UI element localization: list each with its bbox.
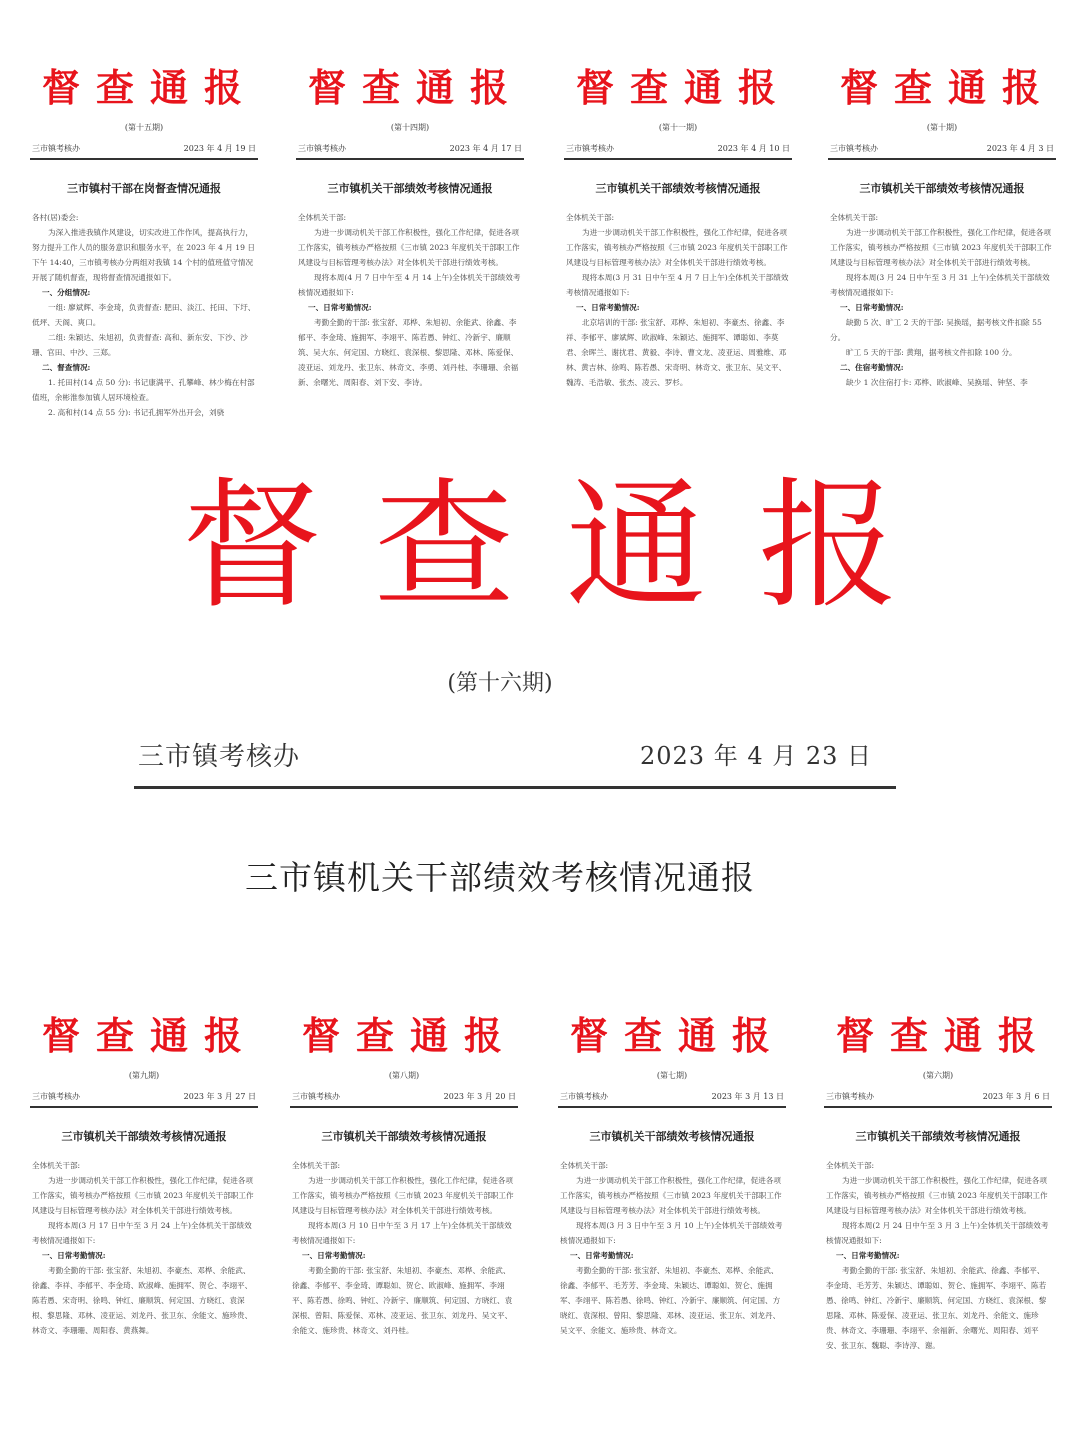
bulletin-paragraph: 各村(居)委会: xyxy=(32,212,79,222)
bulletin-paragraph: 现将本周(3 月 24 日中午至 3 月 31 上午)全体机关干部绩效考核情况通报如下: xyxy=(830,272,1050,297)
bulletin-paragraph: 为进一步调动机关干部工作积极性，强化工作纪律，促进各项工作落实，镇考核办严格按照《三市镇 2023 年度机关干部职工作风建设与目标管理考核办法》对全体机关干部进行绩效考核。 xyxy=(566,227,788,267)
bulletin-title: 三市镇机关干部绩效考核情况通报 xyxy=(855,1129,1021,1143)
main-issue-date: 2023 年 4 月 23 日 xyxy=(640,742,873,770)
bulletin-section-heading: 一、分组情况: xyxy=(42,287,91,297)
bulletin-masthead: 督查通报 xyxy=(307,66,524,110)
bulletin-thumbnail xyxy=(824,52,1060,432)
bulletin-paragraph: 全体机关干部: xyxy=(560,1160,609,1170)
bulletin-header-rule xyxy=(290,1106,518,1108)
bulletin-paragraph: 现将本周(2 月 24 日中午至 3 月 3 上午)全体机关干部绩效考核情况通报如下: xyxy=(826,1220,1049,1245)
bulletin-date: 2023 年 3 月 6 日 xyxy=(982,1092,1050,1101)
bulletin-masthead: 督查通报 xyxy=(569,1014,786,1058)
bulletin-paragraph: 考勤全勤的干部: 张宝舒、朱旭初、余能武、徐鑫、李郁平、李金琦、毛芳芳、朱颖达、谭聪如、贺仑、施拥军、李翊平、陈若愚、徐鸣、钟红、冷新宇、廉顺筑、何定国、方晓红、袁深根、黎思隆、邓林、陈爱保、凌亚运、张卫东、刘龙丹、余能文、施珍贵、林奇文、李珊珊、李翊平、余福新、余曙光、周阳春、刘平安、张卫东、魏聪、李诗淳、谢。 xyxy=(826,1265,1047,1350)
main-masthead: 督查通报 xyxy=(181,465,950,628)
bulletin-paragraph: 北京培训的干部: 张宝舒、邓桦、朱旭初、李豪杰、徐鑫、李祥、李郁平、廖斌辉、欧淑峰、朱颖达、施拥军、谭聪如、李莫君、余晖兰、谢扰君、黄毅、李诗、曹文龙、凌亚运、周雅维、邓林、黄吉林、徐鸣、陈若愚、宋奇明、林奇文、张卫东、吴文平、魏涛、毛浩敏、张杰、凌云、罗杉。 xyxy=(566,317,787,387)
bulletin-paragraph: 考勤全勤的干部: 张宝舒、邓桦、朱旭初、余能武、徐鑫、李郁平、李金琦、施拥军、李翊平、陈若愚、钟红、冷新宇、廉顺筑、吴大东、何定国、方晓红、袁深根、黎思隆、邓林、陈爱保、凌亚运、刘龙丹、张卫东、林奇文、李勇、刘丹桂、李珊珊、余福新、余曙光、周阳春、刘下安、李诗。 xyxy=(298,317,519,387)
main-issuing-office: 三市镇考核办 xyxy=(138,742,301,772)
bulletin-section-heading: 一、日常考勤情况: xyxy=(836,1250,900,1260)
bulletin-section-heading: 一、日常考勤情况: xyxy=(570,1250,634,1260)
bulletin-date: 2023 年 3 月 27 日 xyxy=(183,1092,256,1101)
bulletin-paragraph: 旷工 5 天的干部: 黄翔，据考核文件扣除 100 分。 xyxy=(846,347,1017,357)
bulletin-header-rule xyxy=(30,158,258,160)
bulletin-paragraph: 为进一步调动机关干部工作积极性，强化工作纪律，促进各项工作落实，镇考核办严格按照《三市镇 2023 年度机关干部职工作风建设与目标管理考核办法》对全体机关干部进行绩效考核。 xyxy=(830,227,1052,267)
bulletin-header-rule xyxy=(564,158,792,160)
bulletin-header-rule xyxy=(296,158,524,160)
bulletin-issue-number: (第十四期) xyxy=(390,123,430,132)
bulletin-paragraph: 现将本周(3 月 3 日中午至 3 月 10 上午)全体机关干部绩效考核情况通报如下: xyxy=(560,1220,783,1245)
bulletin-title: 三市镇机关干部绩效考核情况通报 xyxy=(589,1129,755,1143)
bulletin-title: 三市镇机关干部绩效考核情况通报 xyxy=(321,1129,487,1143)
bulletin-body xyxy=(820,1158,1056,1353)
bulletin-body xyxy=(292,210,528,390)
bulletin-issue-number: (第六期) xyxy=(922,1071,954,1080)
bulletin-issuing-office: 三市镇考核办 xyxy=(32,144,80,153)
bulletin-issuing-office: 三市镇考核办 xyxy=(298,144,346,153)
bulletin-body xyxy=(560,210,796,390)
bulletin-title: 三市镇机关干部绩效考核情况通报 xyxy=(859,181,1025,195)
bulletin-title: 三市镇机关干部绩效考核情况通报 xyxy=(595,181,761,195)
bulletin-paragraph: 1. 托田村(14 点 50 分): 书记康满平、孔攀峰、林少梅在村部值班，余彬淮参加镇人居环境检查。 xyxy=(32,377,255,402)
bulletin-paragraph: 为进一步调动机关干部工作积极性，强化工作纪律，促进各项工作落实，镇考核办严格按照《三市镇 2023 年度机关干部职工作风建设与目标管理考核办法》对全体机关干部进行绩效考核。 xyxy=(826,1175,1048,1215)
bulletin-paragraph: 全体机关干部: xyxy=(292,1160,341,1170)
bulletin-meta-line xyxy=(286,1091,522,1102)
bulletin-thumbnail xyxy=(560,52,796,432)
bulletin-title: 三市镇村干部在岗督查情况通报 xyxy=(67,181,221,195)
bulletin-masthead: 督查通报 xyxy=(41,66,258,110)
bulletin-issue-number: (第八期) xyxy=(388,1071,420,1080)
bulletin-title: 三市镇机关干部绩效考核情况通报 xyxy=(327,181,493,195)
bulletin-body xyxy=(824,210,1060,390)
bulletin-paragraph: 2. 高和村(14 点 55 分): 书记孔拥军外出开会，刘骁 xyxy=(48,407,225,417)
bulletin-paragraph: 全体机关干部: xyxy=(566,212,615,222)
bulletin-meta-line xyxy=(824,143,1060,154)
bulletin-header-rule xyxy=(30,1106,258,1108)
bulletin-date: 2023 年 3 月 20 日 xyxy=(443,1092,516,1101)
bulletin-meta-line xyxy=(26,1091,262,1102)
bulletin-section-heading: 一、日常考勤情况: xyxy=(308,302,372,312)
bulletin-header-rule xyxy=(558,1106,786,1108)
bulletin-issue-number: (第十五期) xyxy=(124,123,164,132)
bulletin-masthead: 督查通报 xyxy=(835,1014,1052,1058)
bulletin-paragraph: 现将本周(3 月 31 日中午至 4 月 7 日上午)全体机关干部绩效考核情况通报如下: xyxy=(566,272,789,297)
bulletin-paragraph: 现将本周(4 月 7 日中午至 4 月 14 上午)全体机关干部绩效考核情况通报如下: xyxy=(298,272,521,297)
bulletin-date: 2023 年 4 月 19 日 xyxy=(183,144,256,153)
bulletin-header-rule xyxy=(828,158,1056,160)
bulletin-paragraph: 全体机关干部: xyxy=(826,1160,875,1170)
bulletin-paragraph: 考勤全勤的干部: 张宝舒、朱旭初、李豪杰、邓桦、余能武、徐鑫、李祥、李郁平、李金琦、欧淑峰、施拥军、贺仑、李翊平、陈若愚、宋奇明、徐鸣、钟红、廉顺筑、何定国、方晓红、袁深根、黎思隆、邓林、凌亚运、刘龙丹、张卫东、余能文、施珍贵、林奇文、李珊珊、周阳春、黄燕舞。 xyxy=(32,1265,253,1335)
bulletin-section-heading: 一、日常考勤情况: xyxy=(840,302,904,312)
bulletin-meta-line xyxy=(560,143,796,154)
bulletin-section-heading: 二、督查情况: xyxy=(42,362,91,372)
bulletin-body xyxy=(286,1158,522,1338)
bulletin-issuing-office: 三市镇考核办 xyxy=(560,1092,608,1101)
bulletin-header-rule xyxy=(824,1106,1052,1108)
bulletin-meta-line xyxy=(292,143,528,154)
bulletin-paragraph: 为进一步调动机关干部工作积极性，强化工作纪律，促进各项工作落实，镇考核办严格按照《三市镇 2023 年度机关干部职工作风建设与目标管理考核办法》对全体机关干部进行绩效考核。 xyxy=(292,1175,514,1215)
bulletin-paragraph: 现将本周(3 月 10 日中午至 3 月 17 上午)全体机关干部绩效考核情况通报如下: xyxy=(292,1220,512,1245)
bulletin-paragraph: 考勤全勤的干部: 张宝舒、朱旭初、李豪杰、邓桦、余能武、徐鑫、李郁平、李金琦、谭聪如、贺仑、欧淑峰、施拥军、李翊平、陈若愚、徐鸣、钟红、冷新宇、廉顺筑、何定国、方晓红、袁深根、曾阳、陈爱保、邓林、凌亚运、张卫东、刘龙丹、吴文平、余能文、施珍贵、林奇文、刘丹桂。 xyxy=(292,1265,513,1335)
bulletin-body xyxy=(26,1158,262,1338)
bulletin-masthead: 督查通报 xyxy=(839,66,1056,110)
bulletin-meta-line xyxy=(820,1091,1056,1102)
bulletin-paragraph: 考勤全勤的干部: 张宝舒、朱旭初、李豪杰、邓桦、余能武、徐鑫、李郁平、毛芳芳、李金琦、朱颖达、谭聪如、贺仑、施拥军、李翊平、陈若愚、徐鸣、钟红、冷新宇、廉顺筑、何定国、方晓红、袁深根、曾阳、黎思隆、邓林、凌亚运、张卫东、刘龙丹、吴文平、余能文、施珍贵、林奇文。 xyxy=(560,1265,781,1335)
bulletin-issue-number: (第七期) xyxy=(656,1071,688,1080)
bulletin-paragraph: 全体机关干部: xyxy=(32,1160,81,1170)
bulletin-paragraph: 缺勤 5 次、旷工 2 天的干部: 吴换瑶，据考核文件扣除 55 分。 xyxy=(830,317,1042,342)
bulletin-paragraph: 二组: 朱颖达、朱旭初，负责督查: 高和、新东安、下沙、沙珊、官田、中沙、三郑。 xyxy=(32,332,248,357)
bulletin-paragraph: 全体机关干部: xyxy=(298,212,347,222)
bulletin-paragraph: 为进一步调动机关干部工作积极性，强化工作纪律，促进各项工作落实，镇考核办严格按照《三市镇 2023 年度机关干部职工作风建设与目标管理考核办法》对全体机关干部进行绩效考核。 xyxy=(298,227,520,267)
bulletin-issuing-office: 三市镇考核办 xyxy=(566,144,614,153)
bulletin-section-heading: 二、住宿考勤情况: xyxy=(840,362,904,372)
bulletin-paragraph: 为进一步调动机关干部工作积极性，强化工作纪律，促进各项工作落实，镇考核办严格按照《三市镇 2023 年度机关干部职工作风建设与目标管理考核办法》对全体机关干部进行绩效考核。 xyxy=(32,1175,254,1215)
bulletin-date: 2023 年 4 月 3 日 xyxy=(986,144,1054,153)
bulletin-paragraph: 为进一步调动机关干部工作积极性，强化工作纪律，促进各项工作落实，镇考核办严格按照《三市镇 2023 年度机关干部职工作风建设与目标管理考核办法》对全体机关干部进行绩效考核。 xyxy=(560,1175,782,1215)
main-bulletin-title: 三市镇机关干部绩效考核情况通报 xyxy=(245,858,755,897)
bulletin-masthead: 督查通报 xyxy=(41,1014,258,1058)
bulletin-paragraph: 为深入推进我镇作风建设，切实改进工作作风，提高执行力，努力提升工作人员的服务意识和服务水平，在 2023 年 4 月 19 日下午 14:40，三市镇考核办分两组对我镇 14 个村的值班值守情况开展了随机督查，现将督查情况通报如下。 xyxy=(32,227,255,282)
bulletin-date: 2023 年 4 月 17 日 xyxy=(449,144,522,153)
bulletin-paragraph: 一组: 廖斌辉、李金琦，负责督查: 肥田、淡江、托田、下圩、低坪、天阁、爽口。 xyxy=(32,302,256,327)
bulletin-section-heading: 一、日常考勤情况: xyxy=(302,1250,366,1260)
bulletin-thumbnail xyxy=(554,1000,790,1380)
bulletin-issuing-office: 三市镇考核办 xyxy=(826,1092,874,1101)
bulletin-thumbnail xyxy=(292,52,528,432)
bulletin-meta-line xyxy=(26,143,262,154)
bulletin-section-heading: 一、日常考勤情况: xyxy=(576,302,640,312)
bulletin-paragraph: 全体机关干部: xyxy=(830,212,879,222)
bulletin-issue-number: (第十期) xyxy=(926,123,958,132)
bulletin-issuing-office: 三市镇考核办 xyxy=(830,144,878,153)
bulletin-issuing-office: 三市镇考核办 xyxy=(292,1092,340,1101)
bulletin-masthead: 督查通报 xyxy=(575,66,792,110)
bulletin-body xyxy=(554,1158,790,1338)
bulletin-date: 2023 年 4 月 10 日 xyxy=(717,144,790,153)
bulletin-thumbnail xyxy=(820,1000,1056,1380)
bulletin-thumbnail xyxy=(26,52,262,432)
bulletin-issuing-office: 三市镇考核办 xyxy=(32,1092,80,1101)
bulletin-masthead: 督查通报 xyxy=(301,1014,518,1058)
bulletin-paragraph: 缺少 1 次住宿打卡: 邓桦、欧淑峰、吴换瑶、钟坚、李 xyxy=(846,377,1028,387)
bulletin-issue-number: (第九期) xyxy=(128,1071,160,1080)
bulletin-body xyxy=(26,210,262,420)
bulletin-date: 2023 年 3 月 13 日 xyxy=(711,1092,784,1101)
bulletin-paragraph: 现将本周(3 月 17 日中午至 3 月 24 上午)全体机关干部绩效考核情况通报如下: xyxy=(32,1220,252,1245)
bulletin-meta-line xyxy=(554,1091,790,1102)
bulletin-issue-number: (第十一期) xyxy=(658,123,698,132)
bulletin-section-heading: 一、日常考勤情况: xyxy=(42,1250,106,1260)
main-header-rule xyxy=(134,786,896,789)
bulletin-title: 三市镇机关干部绩效考核情况通报 xyxy=(61,1129,227,1143)
bulletin-thumbnail xyxy=(26,1000,262,1380)
bulletin-thumbnail xyxy=(286,1000,522,1380)
main-issue-number: (第十六期) xyxy=(447,671,553,696)
